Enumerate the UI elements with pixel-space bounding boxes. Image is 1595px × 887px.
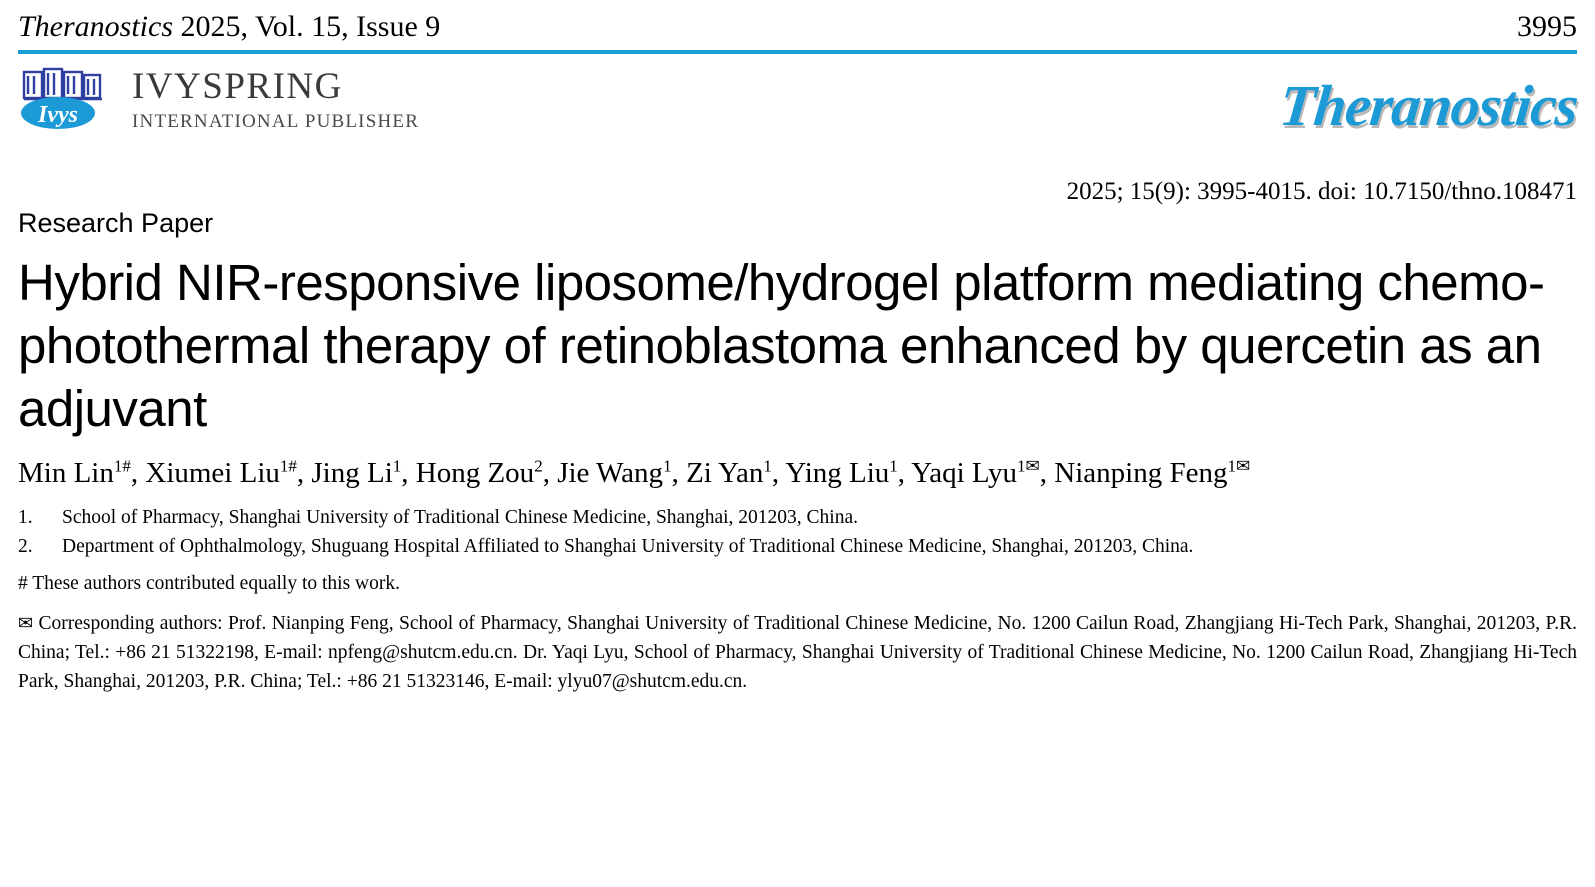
publisher-logo — [18, 66, 419, 132]
article-type: Research Paper — [18, 208, 214, 238]
publisher-wordmark — [132, 65, 420, 132]
affiliation-number: 2. — [18, 535, 33, 557]
author-sup: 2 — [534, 456, 543, 476]
journal-name: Theranostics — [18, 10, 174, 43]
list-item — [18, 504, 1577, 532]
publisher-name: IVYSPRING — [132, 65, 343, 107]
page-number: 3995 — [1517, 10, 1577, 43]
masthead — [18, 54, 1581, 172]
corresponding-text: Corresponding authors: Prof. Nianping Feng, School of Pharmacy, Shanghai University of Traditional Chinese Medicine, No. 1200 Cailun Road, Zhangjiang Hi-Tech Park, Shanghai, 201203, P.R. China; Tel.: +86 21 51322198, E-mail: npfeng@shutcm.edu.cn. Dr. Yaqi Lyu, School of Pharmacy, Shanghai University of Traditional Chinese Medicine, No. 1200 Cailun Road, Zhangjiang Hi-Tech Park, Shanghai, 201203, P.R. China; Tel.: +86 21 51323146, E-mail: ylyu07@shutcm.edu.cn. — [18, 612, 1577, 693]
running-head — [18, 0, 1577, 44]
list-item — [18, 533, 1577, 561]
corresponding-authors — [18, 609, 1577, 697]
journal-logo: Theranostics — [1276, 73, 1581, 138]
author-sup: 1# — [279, 456, 297, 476]
author-sup: 1 — [663, 456, 672, 476]
page-title: Hybrid NIR-responsive liposome/hydrogel platform mediating chemo-photothermal therapy of retinoblastoma enhanced by quercetin as an adjuvant — [18, 254, 1545, 438]
author-sup: 1 — [392, 456, 402, 476]
author-sup: 1✉ — [1017, 456, 1040, 476]
issue-info: 2025, Vol. 15, Issue 9 — [173, 10, 441, 43]
affiliation-number: 1. — [18, 507, 33, 529]
equal-contribution-note: # These authors contributed equally to this work. — [18, 572, 400, 594]
author-sup: 1 — [763, 456, 772, 476]
author-sup: 1# — [113, 456, 131, 476]
affiliation-text: School of Pharmacy, Shanghai University of Traditional Chinese Medicine, Shanghai, 201203, China. — [62, 507, 858, 529]
author-sup: 1 — [889, 456, 898, 476]
author-sup: 1✉ — [1227, 456, 1251, 476]
running-head-left — [18, 10, 440, 44]
publisher-subtitle: INTERNATIONAL PUBLISHER — [132, 110, 420, 132]
svg-text:Ivys: Ivys — [38, 102, 78, 128]
ivyspring-mark-icon — [18, 66, 122, 132]
affiliation-list — [18, 504, 1577, 561]
citation-line: 2025; 15(9): 3995-4015. doi: 10.7150/thno.108471 — [1066, 178, 1577, 205]
author-list: Min Lin$^{1\#}$, Xiumei Liu$^{1\#}$, Jing Li$^1$, Hong Zou$^2$, Jie Wang$^1$, Zi Yan$^1$, Ying Liu$^1$, Yaqi Lyu$^{1✉}$, Nianping Feng$^{1✉}$ — [18, 456, 1251, 489]
affiliation-text: Department of Ophthalmology, Shuguang Hospital Affiliated to Shanghai University of Traditional Chinese Medicine, Shanghai, 201203, China. — [62, 535, 1194, 557]
envelope-icon: ✉ — [18, 612, 34, 633]
